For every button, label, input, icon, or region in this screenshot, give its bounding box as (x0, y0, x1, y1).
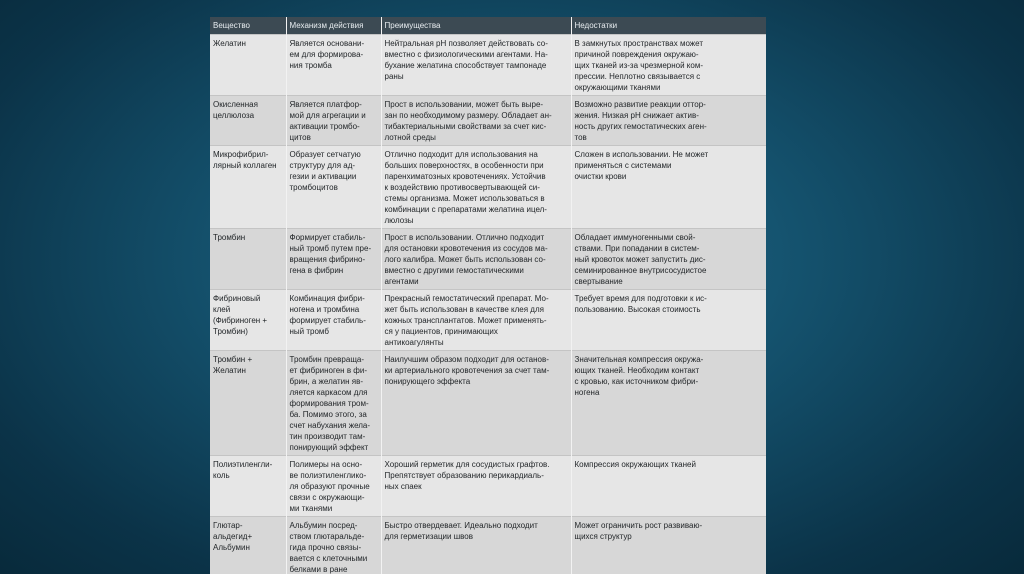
cell-substance: Окисленная целлюлоза (210, 96, 286, 146)
cell-disadvantages: Обладает иммуногенными свой- ствами. При попадании в систем- ный кровоток может запустить дис- семинированное внутрисосудистое свертывание (571, 229, 766, 290)
cell-mechanism: Тромбин превраща- ет фибриноген в фи- брин, а желатин яв- ляется каркасом для формирования тром- ба. Помимо этого, за счет набухания жела- тин производит там- понирующий эффект (286, 351, 381, 456)
header-advantages: Преимущества (381, 17, 571, 35)
cell-advantages: Прост в использовании, может быть выре- зан по необходимому размеру. Обладает ан- тибактериальными свойствами за счет кис- лотной среды (381, 96, 571, 146)
hemostatic-agents-table (210, 17, 766, 574)
table-row (210, 456, 766, 517)
table-row (210, 229, 766, 290)
table-row (210, 517, 766, 574)
cell-mechanism: Является основани- ем для формирова- ния тромба (286, 35, 381, 96)
header-mechanism: Механизм действия (286, 17, 381, 35)
cell-advantages: Нейтральная pH позволяет действовать со- вместно с физиологическими агентами. На- бухание желатина способствует тампонаде раны (381, 35, 571, 96)
cell-disadvantages: Значительная компрессия окружа- ющих тканей. Необходим контакт с кровью, как источником фибри- ногена (571, 351, 766, 456)
cell-substance: Микрофибрил- лярный коллаген (210, 146, 286, 229)
cell-mechanism: Полимеры на осно- ве полиэтиленглико- ля образуют прочные связи с окружающи- ми тканями (286, 456, 381, 517)
cell-disadvantages: В замкнутых пространствах может причиной повреждения окружаю- щих тканей из-за чрезмерной ком- прессии. Неплотно связывается с окружающими тканями (571, 35, 766, 96)
cell-substance: Глютар- альдегид+ Альбумин (210, 517, 286, 574)
cell-disadvantages: Требует время для подготовки к ис- пользованию. Высокая стоимость (571, 290, 766, 351)
header-substance: Вещество (210, 17, 286, 35)
cell-substance: Фибриновый клей (Фибриноген + Тромбин) (210, 290, 286, 351)
cell-disadvantages: Может ограничить рост развиваю- щихся структур (571, 517, 766, 574)
cell-substance: Тромбин (210, 229, 286, 290)
cell-mechanism: Комбинация фибри- ногена и тромбина формирует стабиль- ный тромб (286, 290, 381, 351)
cell-mechanism: Альбумин посред- ством глютаральде- гида прочно связы- вается с клеточными белками в ране (286, 517, 381, 574)
cell-disadvantages: Сложен в использовании. Не может применяться с системами очистки крови (571, 146, 766, 229)
table-row (210, 35, 766, 96)
cell-advantages: Быстро отвердевает. Идеально подходит для герметизации швов (381, 517, 571, 574)
cell-disadvantages: Возможно развитие реакции оттор- жения. Низкая pH снижает актив- ность других гемостатических аген- тов (571, 96, 766, 146)
cell-advantages: Хороший герметик для сосудистых графтов. Препятствует образованию перикардиаль- ных спаек (381, 456, 571, 517)
cell-mechanism: Является платфор- мой для агрегации и активации тромбо- цитов (286, 96, 381, 146)
cell-advantages: Прекрасный гемостатический препарат. Мо- жет быть использован в качестве клея для кожных трансплантатов. Может применять- ся у пациентов, принимающих антикоагулянты (381, 290, 571, 351)
cell-substance: Полиэтиленгли- коль (210, 456, 286, 517)
cell-advantages: Наилучшим образом подходит для останов- ки артериального кровотечения за счет там- понирующего эффекта (381, 351, 571, 456)
table-row (210, 290, 766, 351)
cell-mechanism: Образует сетчатую структуру для ад- гезии и активации тромбоцитов (286, 146, 381, 229)
table-row (210, 146, 766, 229)
cell-substance: Тромбин + Желатин (210, 351, 286, 456)
table-row (210, 351, 766, 456)
cell-disadvantages: Компрессия окружающих тканей (571, 456, 766, 517)
cell-advantages: Прост в использовании. Отлично подходит для остановки кровотечения из сосудов ма- лого калибра. Может быть использован со- вместно с другими гемостатическими агентами (381, 229, 571, 290)
table-row (210, 96, 766, 146)
cell-mechanism: Формирует стабиль- ный тромб путем пре- вращения фибрино- гена в фибрин (286, 229, 381, 290)
cell-advantages: Отлично подходит для использования на больших поверхностях, в особенности при паренхиматозных кровотечениях. Устойчив к воздействию противосвертывающей си- стемы организма. Может использоваться в комбинации с препаратами желатина ицел- люлозы (381, 146, 571, 229)
header-disadvantages: Недостатки (571, 17, 766, 35)
cell-substance: Желатин (210, 35, 286, 96)
table-header-row (210, 17, 766, 35)
